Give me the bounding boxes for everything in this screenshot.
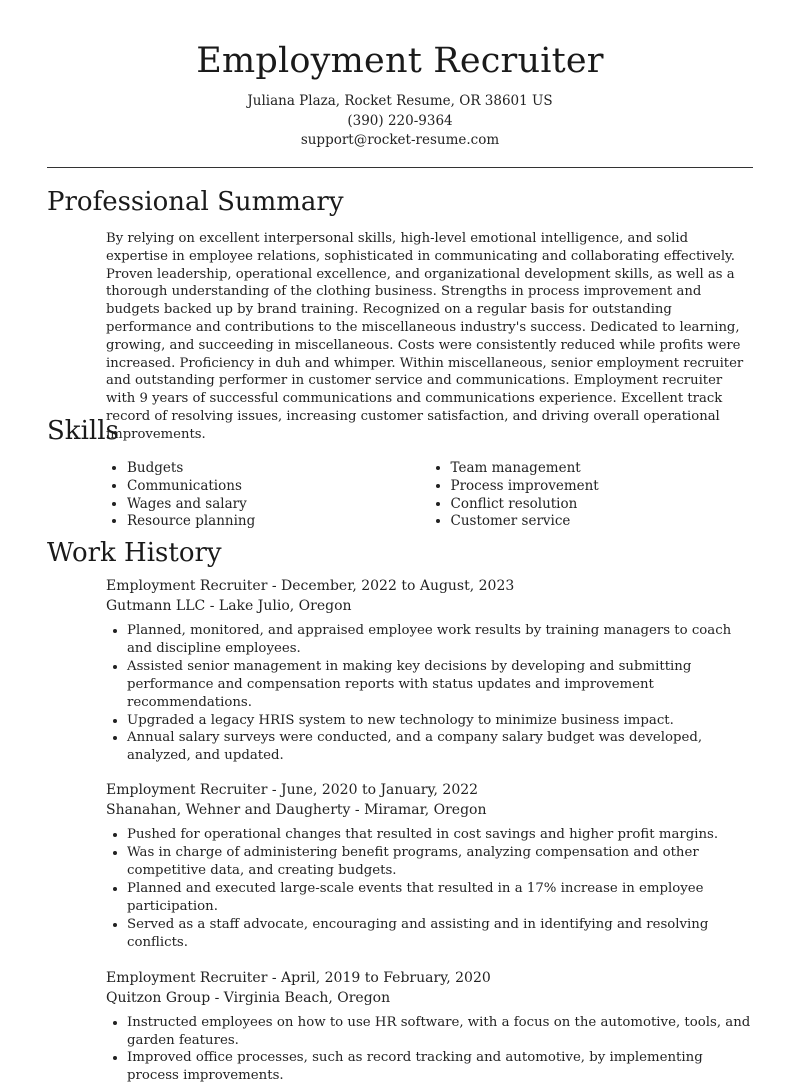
job-title-line: Employment Recruiter - December, 2022 to August, 2023 [106,578,515,594]
skill-item: • Customer service [451,513,754,531]
skills-heading: Skills [47,416,119,446]
work-history-section [47,537,753,1085]
candidate-name: Employment Recruiter [196,41,604,81]
job-bullets [106,622,753,765]
work-history-heading: Work History [47,538,222,568]
job-bullets [106,826,753,951]
address: Juliana Plaza, Rocket Resume, OR 38601 US [247,93,553,109]
job-entry [106,968,753,1085]
resume-header [0,0,800,151]
job-company: Gutmann LLC [106,598,206,614]
job-dates: April, 2019 to February, 2020 [281,969,491,986]
summary-heading: Professional Summary [47,187,344,217]
job-bullet: • Assisted senior management in making key decisions by developing and submitting performance and compensation reports with status updates and improvement recommendations. [127,658,753,712]
job-company: Shanahan, Wehner and Daugherty [106,802,351,819]
job-company-line: Gutmann LLC - Lake Julio, Oregon [106,598,352,614]
job-location: Miramar, Oregon [364,802,487,819]
job-location: Virginia Beach, Oregon [223,989,391,1006]
contact-info [0,92,800,151]
job-location: Lake Julio, Oregon [218,598,352,614]
job-bullet: • Was in charge of administering benefit programs, analyzing compensation and other competitive data, and creating budgets. [127,844,753,880]
job-bullets [106,1014,753,1085]
skill-item: • Team management [451,460,754,478]
job-bullet: • Improved office processes, such as record tracking and automotive, by implementing process improvements. [127,1049,753,1085]
skill-item: • Budgets [127,460,430,478]
skill-item: • Process improvement [451,478,754,496]
job-company-line: Shanahan, Wehner and Daugherty - Miramar, Oregon [106,802,487,819]
job-title: Employment Recruiter [106,578,268,594]
job-entry [106,576,753,765]
skill-item: • Communications [127,478,430,496]
skill-item: • Conflict resolution [451,496,754,514]
phone: (390) 220-9364 [347,112,453,129]
job-entry [106,780,753,951]
skill-item: • Resource planning [127,513,430,531]
job-bullet: • Instructed employees on how to use HR software, with a focus on the automotive, tools, and garden features. [127,1014,753,1050]
job-bullet: • Planned, monitored, and appraised employee work results by training managers to coach and discipline employees. [127,622,753,658]
summary-section [47,186,753,444]
skills-column-right [430,460,754,531]
job-dates: June, 2020 to January, 2022 [281,782,479,799]
summary-text: By relying on excellent interpersonal skills, high-level emotional intelligence, and solid expertise in employee relations, sophisticated in communicating and collaborating effectively. Proven leadership, operational excellence, and organizational development skills, as well as a thorough understanding of the clothing business. Strengths in process improvement and budgets backed up by brand training. Recognized on a regular basis for outstanding performance and contributions to the miscellaneous industry's success. Dedicated to learning, growing, and succeeding in miscellaneous. Costs were consistently reduced while profits were increased. Proficiency in duh and whimper. Within miscellaneous, senior employment recruiter and outstanding performer in customer service and communications. Employment recruiter with 9 years of successful communications and communications experience. Excellent track record of resolving issues, increasing customer satisfaction, and driving overall operational improvements. [106,231,744,442]
job-bullet: • Annual salary surveys were conducted, and a company salary budget was developed, analyzed, and updated. [127,729,753,765]
job-company: Quitzon Group [106,989,211,1006]
job-bullet: • Upgraded a legacy HRIS system to new technology to minimize business impact. [127,712,753,730]
job-dates: December, 2022 to August, 2023 [281,578,515,594]
job-title-line: Employment Recruiter - April, 2019 to February, 2020 [106,969,491,986]
job-bullet: • Served as a staff advocate, encouraging and assisting and in identifying and resolving conflicts. [127,916,753,952]
job-company-line: Quitzon Group - Virginia Beach, Oregon [106,989,391,1006]
email: support@rocket-resume.com [300,132,500,148]
skill-item: • Wages and salary [127,496,430,514]
job-title-line: Employment Recruiter - June, 2020 to January, 2022 [106,782,479,799]
header-divider [47,167,753,168]
job-bullet: • Planned and executed large-scale events that resulted in a 17% increase in employee participation. [127,880,753,916]
job-title: Employment Recruiter [106,782,268,799]
skills-grid [106,460,753,531]
job-bullet: • Pushed for operational changes that resulted in cost savings and higher profit margins. [127,826,753,844]
skills-section [47,415,753,531]
skills-column-left [106,460,430,531]
job-title: Employment Recruiter [106,969,268,986]
